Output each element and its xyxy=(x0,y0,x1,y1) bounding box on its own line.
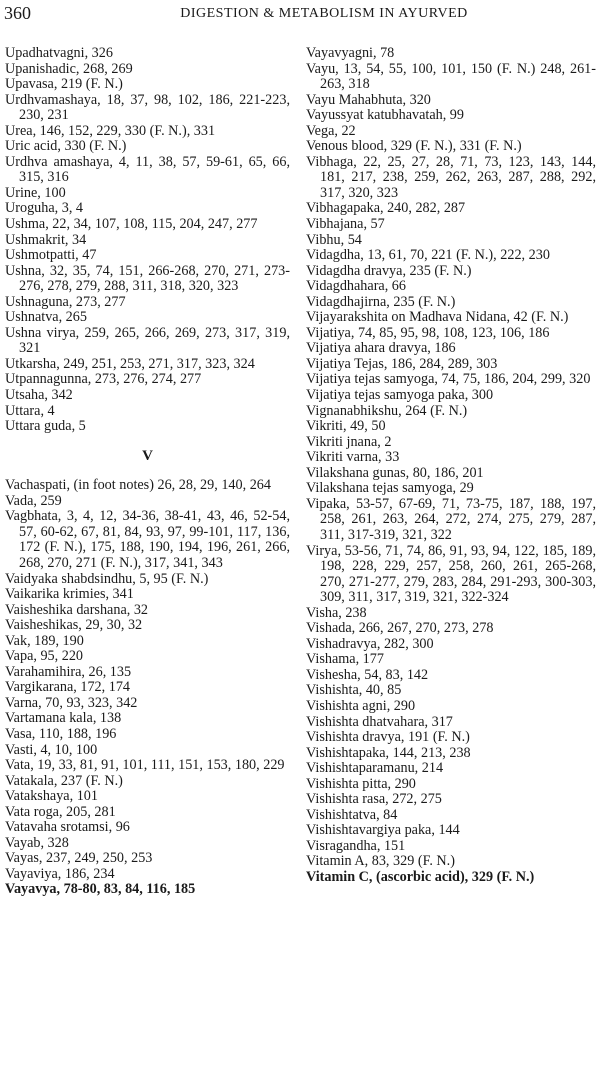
page-number: 360 xyxy=(4,3,31,23)
index-entry: Upavasa, 219 (F. N.) xyxy=(5,76,123,93)
index-entry: Urdhvamashaya, 18, 37, 98, 102, 186, 221-223, 230, 231 xyxy=(5,91,290,124)
index-entry: Vak, 189, 190 xyxy=(5,632,84,649)
index-entry: Ushma, 22, 34, 107, 108, 115, 204, 247, 277 xyxy=(5,216,258,233)
index-entry: Varahamihira, 26, 135 xyxy=(5,663,132,680)
index-entry: Vaikarika krimies, 341 xyxy=(5,586,134,603)
index-entry: Vatakshaya, 101 xyxy=(5,788,98,805)
index-entry: Uttara, 4 xyxy=(5,402,55,419)
index-entry: Vilakshana gunas, 80, 186, 201 xyxy=(306,464,484,481)
index-entry: Vada, 259 xyxy=(5,492,62,509)
index-list-right xyxy=(306,46,596,886)
index-entry: Vidagdha, 13, 61, 70, 221 (F. N.), 222, 230 xyxy=(306,247,550,264)
index-entry: Virya, 53-56, 71, 74, 86, 91, 93, 94, 122, 185, 189, 198, 228, 229, 257, 258, 260, 261, 265-268, 270, 271-277, 279, 283, 284, 291-293, 300-303, 309, 311, 317, 319, 321, 322-324 xyxy=(306,542,596,606)
index-entry: Vikriti varna, 33 xyxy=(306,449,400,466)
index-entry: Vayab, 328 xyxy=(5,834,69,851)
index-entry: Vargikarana, 172, 174 xyxy=(5,679,131,696)
index-entry: Vaidyaka shabdsindhu, 5, 95 (F. N.) xyxy=(5,570,209,587)
index-entry: Vata roga, 205, 281 xyxy=(5,803,116,820)
index-entry: Utsaha, 342 xyxy=(5,387,73,404)
index-entry: Vishadravya, 282, 300 xyxy=(306,635,434,652)
index-entry: Vidagdha dravya, 235 (F. N.) xyxy=(306,262,472,279)
index-entry: Vilakshana tejas samyoga, 29 xyxy=(306,480,474,497)
index-entry: Vasti, 4, 10, 100 xyxy=(5,741,98,758)
index-entry: Vayaviya, 186, 234 xyxy=(5,865,115,882)
index-entry: Vayas, 237, 249, 250, 253 xyxy=(5,850,153,867)
index-entry: Vagbhata, 3, 4, 12, 34-36, 38-41, 43, 46, 52-54, 57, 60-62, 67, 81, 84, 93, 97, 99-101, 117, 136, 172 (F. N.), 175, 188, 190, 194, 196, 261, 266, 268, 270, 271 (F. N.), 317, 341, 343 xyxy=(5,508,290,571)
index-entry: Vishishta dhatvahara, 317 xyxy=(306,713,453,730)
index-entry: Urine, 100 xyxy=(5,184,66,201)
index-entry: Upanishadic, 268, 269 xyxy=(5,60,133,77)
index-entry: Urea, 146, 152, 229, 330 (F. N.), 331 xyxy=(5,122,216,139)
index-entry: Vata, 19, 33, 81, 91, 101, 111, 151, 153, 180, 229 xyxy=(5,757,285,774)
index-entry: Vitamin C, (ascorbic acid), 329 (F. N.) xyxy=(306,868,535,885)
index-entry: Vaisheshika darshana, 32 xyxy=(5,601,149,618)
index-list-u xyxy=(5,46,290,435)
index-entry: Upadhatvagni, 326 xyxy=(5,45,113,61)
index-entry: Ushnatva, 265 xyxy=(5,309,87,326)
index-entry: Vapa, 95, 220 xyxy=(5,648,84,665)
index-entry: Vishishtaparamanu, 214 xyxy=(306,760,444,777)
index-entry: Vishishtapaka, 144, 213, 238 xyxy=(306,744,471,761)
index-entry: Uric acid, 330 (F. N.) xyxy=(5,138,127,155)
index-entry: Vishishta dravya, 191 (F. N.) xyxy=(306,729,470,746)
index-entry: Vartamana kala, 138 xyxy=(5,710,122,727)
running-head: DIGESTION & METABOLISM IN AYURVED xyxy=(180,6,468,21)
index-entry: Ushmakrit, 34 xyxy=(5,231,87,248)
index-entry: Vayavyagni, 78 xyxy=(306,45,395,61)
index-entry: Utkarsha, 249, 251, 253, 271, 317, 323, 324 xyxy=(5,355,255,372)
index-entry: Vidagdhajirna, 235 (F. N.) xyxy=(306,293,456,310)
index-entry: Vishama, 177 xyxy=(306,651,384,668)
index-entry: Vatavaha srotamsi, 96 xyxy=(5,819,130,836)
index-entry: Vibhu, 54 xyxy=(306,231,362,248)
index-entry: Vachaspati, (in foot notes) 26, 28, 29, 140, 264 xyxy=(5,477,271,494)
right-column xyxy=(306,46,596,886)
index-entry: Vishesha, 54, 83, 142 xyxy=(306,666,429,683)
index-entry: Vijatiya tejas samyoga paka, 300 xyxy=(306,387,494,404)
index-entry: Vishishta pitta, 290 xyxy=(306,775,416,792)
index-entry: Visha, 238 xyxy=(306,604,367,621)
index-entry: Vishishta agni, 290 xyxy=(306,697,416,714)
index-entry: Urdhva amashaya, 4, 11, 38, 57, 59-61, 65, 66, 315, 316 xyxy=(5,153,290,186)
index-entry: Vitamin A, 83, 329 (F. N.) xyxy=(306,853,455,870)
spacer xyxy=(5,464,290,478)
page-header xyxy=(4,3,596,29)
left-column xyxy=(5,46,290,898)
index-entry: Vijatiya tejas samyoga, 74, 75, 186, 204, 299, 320 xyxy=(306,371,591,388)
index-entry: Vignanabhikshu, 264 (F. N.) xyxy=(306,402,468,419)
index-entry: Vijatiya Tejas, 186, 284, 289, 303 xyxy=(306,355,498,372)
spacer xyxy=(5,435,290,449)
index-entry: Vijatiya ahara dravya, 186 xyxy=(306,340,456,357)
index-entry: Vishishtatva, 84 xyxy=(306,806,398,823)
index-entry: Ushna virya, 259, 265, 266, 269, 273, 317, 319, 321 xyxy=(5,324,290,357)
index-entry: Vibhajana, 57 xyxy=(306,216,385,233)
index-entry: Ushnaguna, 273, 277 xyxy=(5,293,126,310)
index-entry: Vishada, 266, 267, 270, 273, 278 xyxy=(306,620,494,637)
index-entry: Utpannagunna, 273, 276, 274, 277 xyxy=(5,371,202,388)
index-entry: Vishishtavargiya paka, 144 xyxy=(306,822,460,839)
index-entry: Vibhaga, 22, 25, 27, 28, 71, 73, 123, 143, 144, 181, 217, 238, 259, 262, 263, 287, 288, 292, 317, 320, 323 xyxy=(306,153,596,201)
section-heading-v: V xyxy=(142,447,153,464)
index-entry: Vaisheshikas, 29, 30, 32 xyxy=(5,617,143,634)
index-entry: Vipaka, 53-57, 67-69, 71, 73-75, 187, 188, 197, 258, 261, 263, 264, 272, 274, 275, 279, 287, 311, 317-319, 321, 322 xyxy=(306,495,596,543)
index-entry: Vikriti, 49, 50 xyxy=(306,418,386,435)
index-entry: Vishishta, 40, 85 xyxy=(306,682,402,699)
index-entry: Vibhagapaka, 240, 282, 287 xyxy=(306,200,466,217)
index-entry: Vasa, 110, 188, 196 xyxy=(5,725,117,742)
index-entry: Vayu Mahabhuta, 320 xyxy=(306,91,431,108)
index-entry: Venous blood, 329 (F. N.), 331 (F. N.) xyxy=(306,138,522,155)
index-entry: Ushmotpatti, 47 xyxy=(5,247,97,264)
index-entry: Vijatiya, 74, 85, 95, 98, 108, 123, 106, 186 xyxy=(306,324,550,341)
index-entry: Vikriti jnana, 2 xyxy=(306,433,392,450)
index-entry: Vijayarakshita on Madhava Nidana, 42 (F. N.) xyxy=(306,309,569,326)
index-entry: Uttara guda, 5 xyxy=(5,418,86,435)
index-entry: Ushna, 32, 35, 74, 151, 266-268, 270, 271, 273-276, 278, 279, 288, 311, 318, 320, 323 xyxy=(5,262,290,295)
index-entry: Vayussyat katubhavatah, 99 xyxy=(306,107,464,124)
index-entry: Vayavya, 78-80, 83, 84, 116, 185 xyxy=(5,881,196,898)
index-entry: Visragandha, 151 xyxy=(306,837,406,854)
index-entry: Vega, 22 xyxy=(306,122,356,139)
index-entry: Vishishta rasa, 272, 275 xyxy=(306,791,442,808)
index-list-v xyxy=(5,478,290,898)
index-entry: Vatakala, 237 (F. N.) xyxy=(5,772,123,789)
index-entry: Vidagdhahara, 66 xyxy=(306,278,406,295)
index-entry: Uroguha, 3, 4 xyxy=(5,200,84,217)
index-entry: Varna, 70, 93, 323, 342 xyxy=(5,694,138,711)
index-entry: Vayu, 13, 54, 55, 100, 101, 150 (F. N.) 248, 261-263, 318 xyxy=(306,60,596,93)
